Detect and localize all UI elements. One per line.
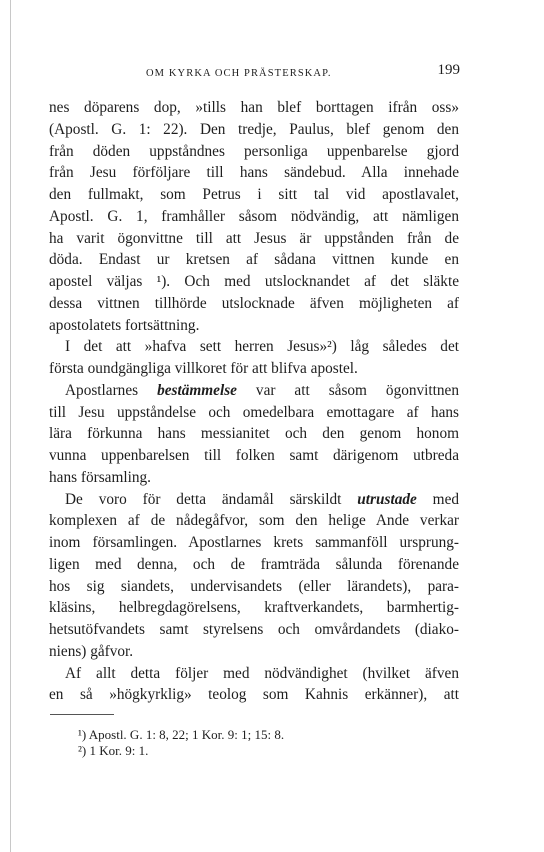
text-line: kläsins, helbregdagörelsens, kraftverkandets, barmhertig- [49,599,459,617]
running-head: OM KYRKA OCH PRÄSTERSKAP. [146,68,332,79]
text-line: (Apostl. G. 1: 22). Den tredje, Paulus, blef genom den [49,120,459,138]
text-line: dessa vittnen tillhörde utslocknade äfven möjligheten af [49,294,459,312]
footnotes [78,727,458,759]
text-line: Af allt detta följer med nödvändighet (hvilket äfven [65,664,459,682]
text-segment: De voro för detta ändamål särskildt [65,490,342,508]
text-line: apostolatets fortsättning. [49,316,200,334]
text-line: I det att »hafva sett herren Jesus»²) låg således det [65,338,459,356]
text-line: Apostl. G. 1, framhåller såsom nödvändig, att nämligen [49,207,459,225]
text-line: ha varit ögonvittne till att Jesus är uppstånden från de [49,229,459,247]
emphasized-term: utrustade [357,490,417,508]
page-edge-rule [10,0,11,852]
text-line: en så »högkyrklig» teolog som Kahnis erkänner), att [49,686,459,704]
text-line: döda. Endast ur kretsen af sådana vittnen kunde en [49,251,459,269]
text-line: hos sig siandets, undervisandets (eller lärandets), para- [49,577,459,595]
text-line: niens) gåfvor. [49,642,134,660]
text-line: hans församling. [49,468,151,486]
page-number: 199 [437,62,460,78]
text-line [49,489,459,511]
body-text [49,97,459,706]
text-segment: var att såsom ögonvittnen [255,381,459,399]
text-line: ligen med denna, och de framträda sålunda förenande [49,555,459,573]
text-line: hetsutöfvandets samt styrelsens och omvårdandets (diako- [49,621,459,638]
text-line: från Jesu förföljare till hans sändebud. Alla innehade [49,164,459,182]
text-line: inom församlingen. Apostlarnes krets sammanföll ursprung- [49,534,459,551]
text-line: till Jesu uppståndelse och omedelbara emottagare af hans [49,403,459,421]
text-line: vunna uppenbarelsen till folken samt därigenom utbreda [49,447,459,464]
text-line: första oundgängliga villkoret för att blifva apostel. [49,360,358,377]
footnote: ²) 1 Kor. 9: 1. [78,743,149,758]
emphasized-term: bestämmelse [157,381,237,399]
text-segment: med [432,490,460,508]
text-line: den fullmakt, som Petrus i sitt tal vid apostlavalet, [49,186,459,203]
text-line: nes döparens dop, »tills han blef borttagen ifrån oss» [49,99,459,116]
text-line: apostel väljas ¹). Och med utslocknandet af det släkte [49,273,459,290]
text-line: komplexen af de nådegåfvor, som den helige Ande verkar [49,512,459,530]
text-line: från döden uppståndnes personliga uppenbarelse gjord [49,142,459,160]
page-header [50,60,460,84]
text-line [49,380,459,402]
footnote: ¹) Apostl. G. 1: 8, 22; 1 Kor. 9: 1; 15: 8. [78,727,285,742]
text-segment: Apostlarnes [65,381,139,399]
footnote-rule [50,714,114,715]
text-line: lära förkunna hans messianitet och den genom honom [49,425,459,443]
